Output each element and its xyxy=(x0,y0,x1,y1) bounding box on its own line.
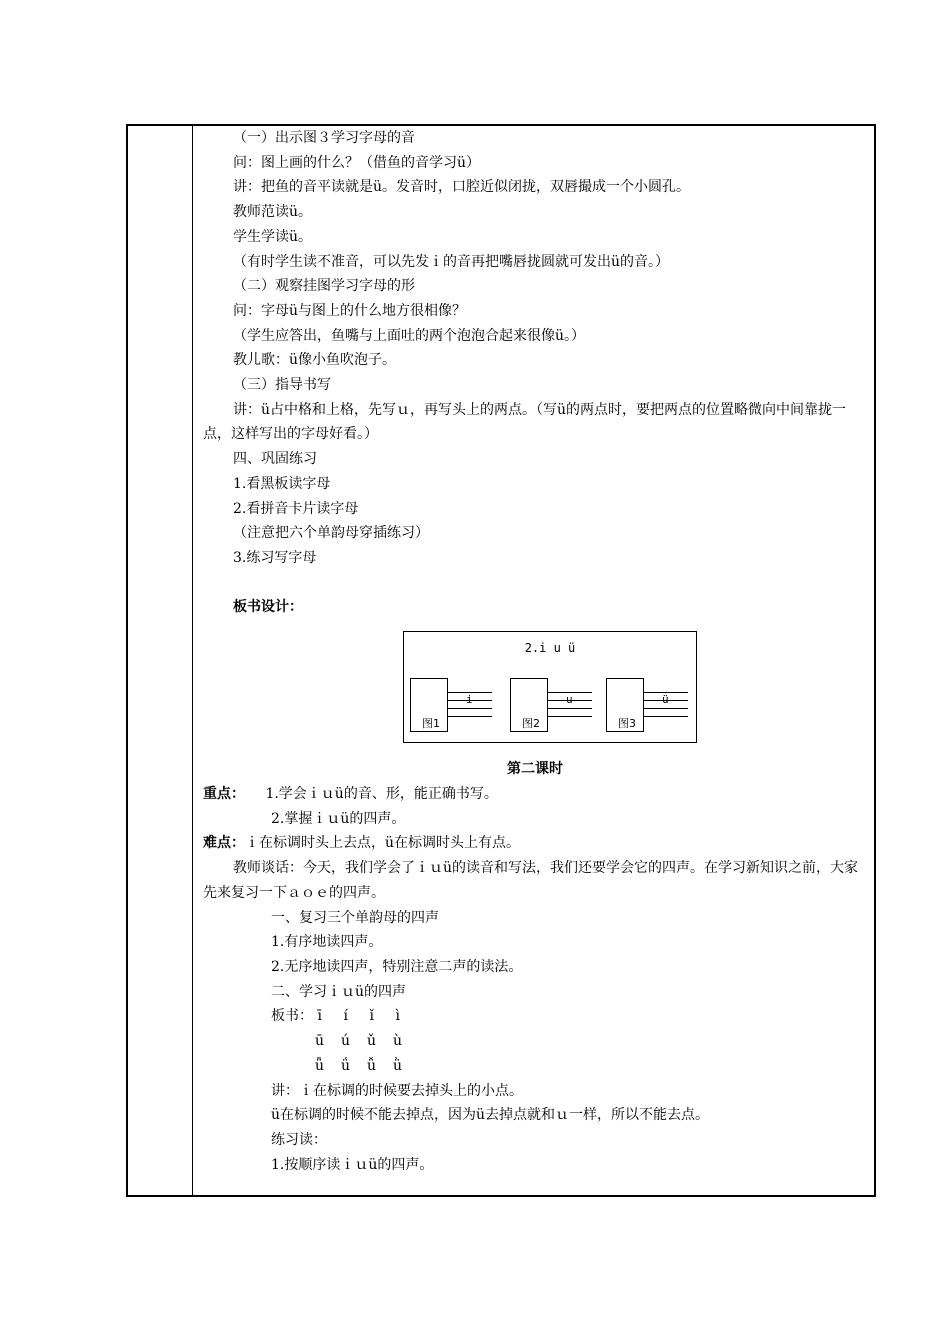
key-label: 重点： xyxy=(203,786,245,803)
tones-row xyxy=(203,1029,867,1054)
tones-label: 板书： xyxy=(271,1008,313,1025)
picture-label: 图1 xyxy=(422,717,440,731)
text-line: （注意把六个单韵母穿插练习） xyxy=(233,525,429,542)
board-title: 2.i u ü xyxy=(524,641,576,656)
text-line: （三）指导书写 xyxy=(233,377,331,394)
picture-label: 图2 xyxy=(522,717,540,731)
text-line: 讲：ｉ在标调的时候要去掉头上的小点。 xyxy=(271,1082,523,1099)
tone-mark: ǚ xyxy=(367,1057,377,1074)
tone-mark: ǖ xyxy=(315,1057,325,1074)
text-line: 练习读： xyxy=(271,1131,327,1148)
board-letter: i xyxy=(466,693,473,707)
text-line: （一）出示图３学习字母的音 xyxy=(233,130,415,146)
paragraph: 讲：ü占中格和上格，先写ｕ，再写头上的两点。（写ü的两点时，要把两点的位置略微向中间靠拢一点，这样写出的字母好看。） xyxy=(203,401,847,443)
text-line: ü在标调的时候不能去掉点，因为ü去掉点就和ｕ一样，所以不能去点。 xyxy=(271,1107,710,1124)
text-line: 3.练习写字母 xyxy=(233,549,317,566)
board-cell xyxy=(510,678,594,734)
section-title: 第二课时 xyxy=(507,761,563,778)
column-divider xyxy=(192,124,193,1197)
picture-label: 图3 xyxy=(618,717,636,731)
text-line: 二、学习ｉｕü的四声 xyxy=(271,983,407,1000)
tone-mark: í xyxy=(343,1008,348,1025)
text-line: 1.按顺序读ｉｕü的四声。 xyxy=(271,1156,434,1173)
text-line: （有时学生读不准音，可以先发ｉ的音再把嘴唇拢圆就可发出ü的音。） xyxy=(233,253,670,270)
board-heading: 板书设计： xyxy=(233,598,303,615)
text-line: 讲：把鱼的音平读就是ü。发音时，口腔近似闭拢，双唇撮成一个小圆孔。 xyxy=(233,179,691,196)
board-letter: u xyxy=(566,693,573,707)
text-line: 问：字母ü与图上的什么地方很相像？ xyxy=(233,302,467,319)
board-letter: ü xyxy=(662,693,669,707)
tones-row xyxy=(203,1004,867,1029)
tones-row xyxy=(203,1054,867,1079)
text-line: 教师范读ü。 xyxy=(233,204,313,221)
lesson-content xyxy=(203,126,867,1177)
difficulty-label: 难点： xyxy=(203,835,245,852)
difficulty-line xyxy=(203,831,867,856)
tone-mark: ù xyxy=(393,1033,403,1050)
text-line: 教儿歌：ü像小鱼吹泡子。 xyxy=(233,352,397,369)
board-cell xyxy=(606,678,690,734)
tone-mark: ī xyxy=(317,1008,322,1025)
paragraph: 教师谈话：今天，我们学会了ｉｕü的读音和写法，我们还要学会它的四声。在学习新知识之前，大家先来复习一下ａｏｅ的四声。 xyxy=(203,860,859,901)
text-line: 2.无序地读四声，特别注意二声的读法。 xyxy=(271,958,523,975)
difficulty-text: ｉ在标调时头上去点，ü在标调时头上有点。 xyxy=(245,835,521,852)
text-line: （学生应答出，鱼嘴与上面吐的两个泡泡合起来很像ü。） xyxy=(233,327,586,344)
tone-mark: ǜ xyxy=(393,1057,403,1074)
text-line: 四、巩固练习 xyxy=(233,451,317,468)
board-diagram xyxy=(403,631,697,743)
tone-mark: ú xyxy=(341,1033,351,1050)
key-points-line xyxy=(203,782,867,807)
key-point: 2.掌握ｉｕü的四声。 xyxy=(271,810,406,827)
text-line: 一、复习三个单韵母的四声 xyxy=(271,909,439,926)
text-line: 1.有序地读四声。 xyxy=(271,934,383,951)
key-point: 1.学会ｉｕü的音、形，能正确书写。 xyxy=(265,786,498,803)
tone-mark: ǘ xyxy=(341,1057,351,1074)
tone-mark: ū xyxy=(315,1033,325,1050)
text-line: 2.看拼音卡片读字母 xyxy=(233,500,359,517)
tone-mark: ǐ xyxy=(369,1008,374,1025)
text-line: 学生学读ü。 xyxy=(233,228,313,245)
board-cell xyxy=(410,678,494,734)
tone-mark: ì xyxy=(395,1008,400,1025)
text-line: 1.看黑板读字母 xyxy=(233,475,331,492)
text-line: 问：图上画的什么？（借鱼的音学习ü） xyxy=(233,154,481,171)
text-line: （二）观察挂图学习字母的形 xyxy=(233,278,415,295)
tone-mark: ǔ xyxy=(367,1033,377,1050)
